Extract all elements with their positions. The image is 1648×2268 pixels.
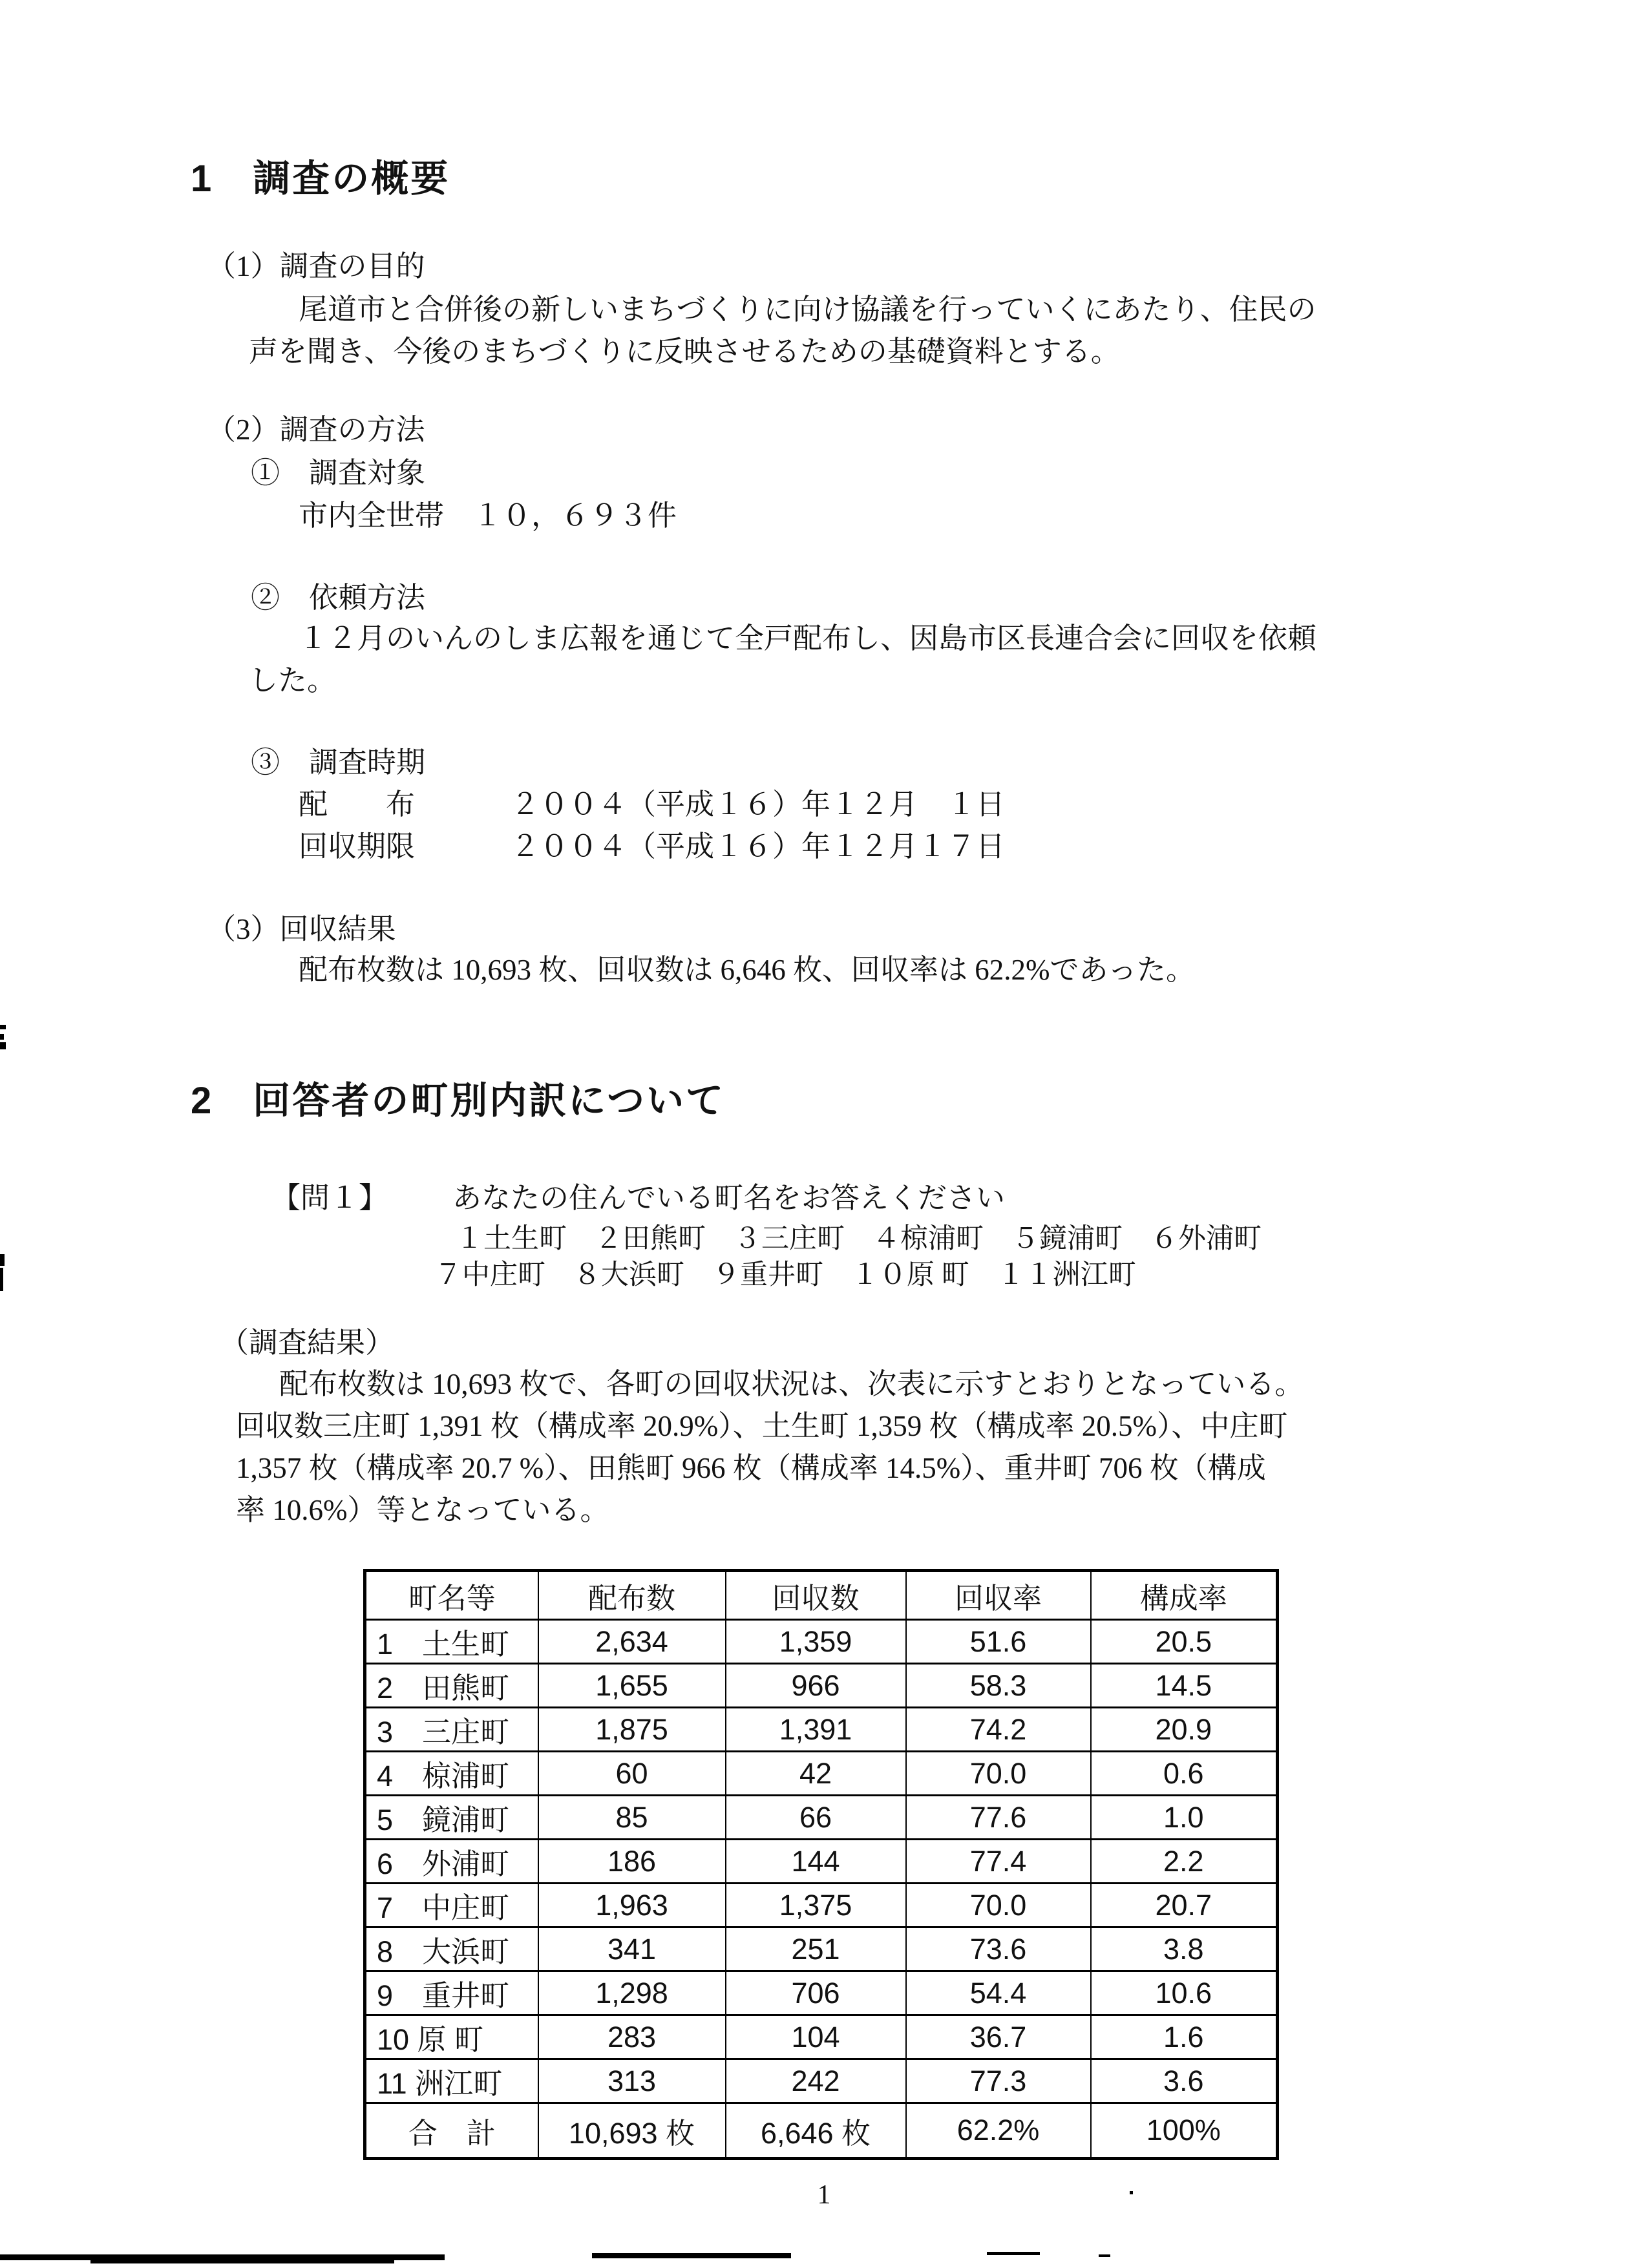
scan-artifact bbox=[0, 1254, 5, 1266]
table-row bbox=[365, 2059, 1278, 2103]
table-cell-distributed: 283 bbox=[538, 2015, 726, 2059]
table-cell-town: 1 土生町 bbox=[365, 1620, 538, 1664]
table-cell-collected: 1,391 bbox=[726, 1708, 906, 1752]
scan-artifact bbox=[1099, 2254, 1110, 2257]
survey-result-line-3: 1,357 枚（構成率 20.7 %）、田熊町 966 枚（構成率 14.5%）、重井町 706 枚（構成 bbox=[236, 1452, 1266, 1484]
table-cell-collected: 1,359 bbox=[726, 1620, 906, 1664]
table-cell-collected: 66 bbox=[726, 1796, 906, 1840]
table-cell-town: 11 洲江町 bbox=[365, 2059, 538, 2103]
table-cell-town: 8 大浜町 bbox=[365, 1927, 538, 1971]
table-cell-rate: 54.4 bbox=[906, 1971, 1091, 2015]
table-cell-composition: 1.6 bbox=[1091, 2015, 1278, 2059]
table-row bbox=[365, 1752, 1278, 1796]
table-cell-rate: 70.0 bbox=[906, 1884, 1091, 1927]
survey-result-heading: （調査結果） bbox=[220, 1327, 395, 1359]
table-cell-town: 2 田熊町 bbox=[365, 1664, 538, 1708]
total-cell-rate: 62.2% bbox=[906, 2103, 1091, 2159]
scan-artifact bbox=[90, 2258, 394, 2263]
method-target-body: 市内全世帯 １０，６９３件 bbox=[299, 499, 677, 532]
method-request-line-1: １２月のいんのしま広報を通じて全戸配布し、因島市区長連合会に回収を依頼 bbox=[299, 622, 1317, 655]
table-row bbox=[365, 1796, 1278, 1840]
total-cell-collected: 6,646 枚 bbox=[726, 2103, 906, 2159]
scan-artifact bbox=[592, 2253, 791, 2258]
purpose-line-2: 声を聞き、今後のまちづくりに反映させるための基礎資料とする。 bbox=[249, 335, 1120, 368]
table-row bbox=[365, 1840, 1278, 1884]
table-cell-distributed: 60 bbox=[538, 1752, 726, 1796]
question1-text: あなたの住んでいる町名をお答えください bbox=[452, 1182, 1006, 1214]
table-total-row bbox=[365, 2103, 1278, 2159]
survey-result-line-4: 率 10.6%）等となっている。 bbox=[236, 1494, 609, 1526]
table-cell-composition: 3.6 bbox=[1091, 2059, 1278, 2103]
table-cell-composition: 1.0 bbox=[1091, 1796, 1278, 1840]
table-cell-distributed: 313 bbox=[538, 2059, 726, 2103]
table-cell-rate: 77.3 bbox=[906, 2059, 1091, 2103]
total-cell-composition: 100% bbox=[1091, 2103, 1278, 2159]
collection-result-heading: （3）回収結果 bbox=[207, 913, 396, 945]
table-header-row bbox=[365, 1571, 1278, 1620]
table-cell-rate: 73.6 bbox=[906, 1927, 1091, 1971]
table-cell-distributed: 1,963 bbox=[538, 1884, 726, 1927]
table-row bbox=[365, 1971, 1278, 2015]
table-cell-collected: 144 bbox=[726, 1840, 906, 1884]
table-cell-town: 4 椋浦町 bbox=[365, 1752, 538, 1796]
table-cell-collected: 42 bbox=[726, 1752, 906, 1796]
table-cell-distributed: 1,875 bbox=[538, 1708, 726, 1752]
table-cell-composition: 2.2 bbox=[1091, 1840, 1278, 1884]
table-cell-town: 3 三庄町 bbox=[365, 1708, 538, 1752]
table-cell-distributed: 85 bbox=[538, 1796, 726, 1840]
header-distributed: 配布数 bbox=[538, 1571, 726, 1620]
total-cell-label: 合 計 bbox=[365, 2103, 538, 2159]
period-dist-value: ２００４（平成１６）年１２月 １日 bbox=[511, 788, 1006, 821]
period-dist-label: 配 布 bbox=[299, 788, 416, 821]
table-cell-rate: 77.6 bbox=[906, 1796, 1091, 1840]
question1-options-line-2: ７中庄町 ８大浜町 ９重井町 １０原 町 １１洲江町 bbox=[434, 1260, 1136, 1290]
method-request-line-2: した。 bbox=[249, 664, 337, 697]
table-cell-composition: 14.5 bbox=[1091, 1664, 1278, 1708]
table-row bbox=[365, 1927, 1278, 1971]
purpose-line-1: 尾道市と合併後の新しいまちづくりに向け協議を行っていくにあたり、住民の bbox=[299, 293, 1316, 326]
method-period-heading: ③ 調査時期 bbox=[251, 746, 426, 779]
table-cell-rate: 36.7 bbox=[906, 2015, 1091, 2059]
question1-label: 【問１】 bbox=[271, 1182, 388, 1214]
table-cell-rate: 51.6 bbox=[906, 1620, 1091, 1664]
table-row bbox=[365, 1664, 1278, 1708]
period-deadline-value: ２００４（平成１６）年１２月１７日 bbox=[511, 830, 1006, 863]
table-cell-rate: 58.3 bbox=[906, 1664, 1091, 1708]
table-cell-collected: 242 bbox=[726, 2059, 906, 2103]
table-cell-collected: 251 bbox=[726, 1927, 906, 1971]
method-request-heading: ② 依頼方法 bbox=[251, 582, 426, 614]
table-cell-composition: 10.6 bbox=[1091, 1971, 1278, 2015]
table-cell-distributed: 1,655 bbox=[538, 1664, 726, 1708]
scan-artifact bbox=[0, 1034, 4, 1040]
table-cell-collected: 706 bbox=[726, 1971, 906, 2015]
header-composition: 構成率 bbox=[1091, 1571, 1278, 1620]
table-cell-distributed: 1,298 bbox=[538, 1971, 726, 2015]
table-cell-town: 5 鏡浦町 bbox=[365, 1796, 538, 1840]
scan-artifact bbox=[0, 1025, 6, 1029]
table-cell-composition: 0.6 bbox=[1091, 1752, 1278, 1796]
table-row bbox=[365, 1884, 1278, 1927]
table-cell-distributed: 341 bbox=[538, 1927, 726, 1971]
page-number: 1 bbox=[817, 2180, 831, 2210]
survey-result-line-1: 配布枚数は 10,693 枚で、各町の回収状況は、次表に示すとおりとなっている。 bbox=[279, 1368, 1304, 1400]
header-collected: 回収数 bbox=[726, 1571, 906, 1620]
method-heading: （2）調査の方法 bbox=[207, 414, 425, 446]
table-row bbox=[365, 1708, 1278, 1752]
table-cell-rate: 77.4 bbox=[906, 1840, 1091, 1884]
method-target-heading: ① 調査対象 bbox=[251, 457, 426, 489]
table-cell-composition: 20.9 bbox=[1091, 1708, 1278, 1752]
table-cell-composition: 3.8 bbox=[1091, 1927, 1278, 1971]
table-row bbox=[365, 1620, 1278, 1664]
header-town: 町名等 bbox=[365, 1571, 538, 1620]
table-row bbox=[365, 2015, 1278, 2059]
scan-artifact bbox=[987, 2252, 1040, 2255]
table-cell-town: 10 原 町 bbox=[365, 2015, 538, 2059]
table-cell-collected: 966 bbox=[726, 1664, 906, 1708]
table-cell-town: 9 重井町 bbox=[365, 1971, 538, 2015]
collection-result-body: 配布枚数は 10,693 枚、回収数は 6,646 枚、回収率は 62.2%であった。 bbox=[299, 954, 1196, 986]
table-cell-collected: 104 bbox=[726, 2015, 906, 2059]
scan-artifact bbox=[1130, 2191, 1133, 2194]
question1-options-line-1: １土生町 ２田熊町 ３三庄町 ４椋浦町 ５鏡浦町 ６外浦町 bbox=[456, 1224, 1262, 1254]
table-cell-composition: 20.7 bbox=[1091, 1884, 1278, 1927]
table-cell-town: 6 外浦町 bbox=[365, 1840, 538, 1884]
table-cell-distributed: 2,634 bbox=[538, 1620, 726, 1664]
section2-title: 2 回答者の町別内訳について bbox=[191, 1080, 726, 1122]
table-cell-distributed: 186 bbox=[538, 1840, 726, 1884]
table-cell-rate: 74.2 bbox=[906, 1708, 1091, 1752]
table-cell-collected: 1,375 bbox=[726, 1884, 906, 1927]
table-cell-town: 7 中庄町 bbox=[365, 1884, 538, 1927]
scan-artifact bbox=[0, 1042, 6, 1049]
period-deadline-label: 回収期限 bbox=[299, 830, 416, 863]
town-collection-table bbox=[363, 1569, 1279, 2160]
purpose-heading: （1）調査の目的 bbox=[207, 250, 425, 282]
header-rate: 回収率 bbox=[906, 1571, 1091, 1620]
section1-title: 1 調査の概要 bbox=[191, 158, 450, 200]
table-cell-rate: 70.0 bbox=[906, 1752, 1091, 1796]
scan-artifact bbox=[0, 1268, 3, 1291]
survey-result-line-2: 回収数三庄町 1,391 枚（構成率 20.9%）、土生町 1,359 枚（構成率 20.5%）、中庄町 bbox=[236, 1410, 1288, 1442]
total-cell-distributed: 10,693 枚 bbox=[538, 2103, 726, 2159]
table-cell-composition: 20.5 bbox=[1091, 1620, 1278, 1664]
